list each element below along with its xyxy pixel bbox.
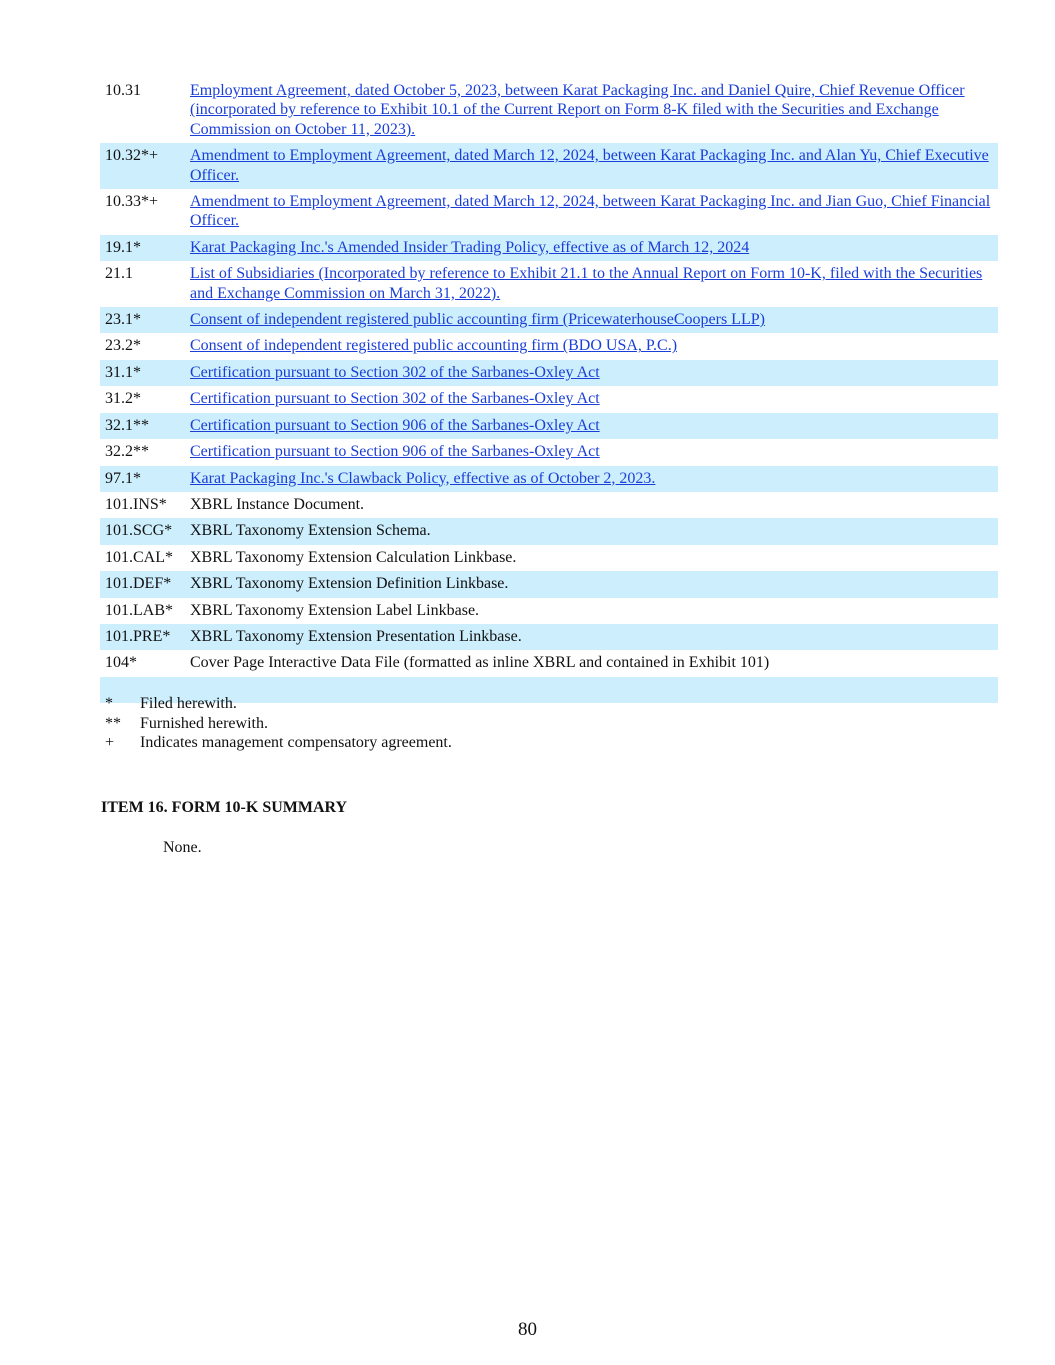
exhibit-description-cell bbox=[190, 627, 998, 646]
exhibit-description: XBRL Taxonomy Extension Calculation Linkbase. bbox=[190, 548, 517, 566]
table-row bbox=[100, 386, 998, 412]
footnote-compensatory bbox=[105, 733, 452, 753]
footnote-mark: ** bbox=[105, 714, 121, 732]
exhibit-number: 101.DEF* bbox=[105, 575, 172, 593]
exhibit-number: 101.LAB* bbox=[105, 601, 173, 619]
exhibit-description: XBRL Taxonomy Extension Presentation Linkbase. bbox=[190, 627, 522, 645]
section-body: None. bbox=[163, 839, 202, 856]
exhibit-number: 21.1 bbox=[105, 265, 133, 283]
exhibit-number: 101.CAL* bbox=[105, 548, 173, 566]
exhibit-number: 10.31 bbox=[105, 82, 141, 99]
exhibit-description-cell bbox=[190, 192, 998, 231]
exhibit-number: 31.1* bbox=[105, 363, 141, 381]
table-row bbox=[100, 78, 998, 143]
exhibit-number: 23.2* bbox=[105, 337, 141, 355]
table-row bbox=[100, 518, 998, 544]
footnote-mark: + bbox=[105, 734, 115, 751]
exhibit-description-cell bbox=[190, 416, 998, 435]
table-row bbox=[100, 571, 998, 597]
exhibit-description-cell bbox=[190, 469, 998, 488]
exhibit-description-cell bbox=[190, 601, 998, 620]
exhibit-number: 32.1** bbox=[105, 416, 149, 434]
table-row bbox=[100, 466, 998, 492]
exhibit-description: Cover Page Interactive Data File (formatted as inline XBRL and contained in Exhibit 101) bbox=[190, 654, 770, 672]
footnote-text: Indicates management compensatory agreement. bbox=[140, 734, 452, 751]
exhibit-description-cell bbox=[190, 238, 998, 257]
table-row bbox=[100, 650, 998, 676]
exhibit-number: 97.1* bbox=[105, 469, 141, 487]
exhibit-description-cell bbox=[190, 264, 998, 303]
exhibit-number: 101.PRE* bbox=[105, 627, 171, 645]
table-row bbox=[100, 624, 998, 650]
exhibit-link[interactable]: List of Subsidiaries (Incorporated by reference to Exhibit 21.1 to the Annual Report on Form 10-K, filed with the Securities and Exchange Commission on March 31, 2022). bbox=[190, 265, 983, 302]
exhibit-table bbox=[100, 78, 998, 703]
footnote-text: Filed herewith. bbox=[140, 695, 237, 712]
exhibit-number: 31.2* bbox=[105, 390, 141, 408]
exhibit-number: 10.32*+ bbox=[105, 147, 159, 165]
exhibit-description: XBRL Taxonomy Extension Label Linkbase. bbox=[190, 601, 480, 619]
exhibit-description-cell bbox=[190, 146, 998, 185]
page-number: 80 bbox=[518, 1319, 537, 1340]
exhibit-number: 23.1* bbox=[105, 311, 141, 329]
table-row bbox=[100, 439, 998, 465]
exhibit-description-cell bbox=[190, 363, 998, 382]
exhibit-link[interactable]: Certification pursuant to Section 906 of the Sarbanes-Oxley Act bbox=[190, 443, 600, 461]
section-heading: ITEM 16. FORM 10-K SUMMARY bbox=[101, 799, 348, 816]
exhibit-link[interactable]: Certification pursuant to Section 906 of the Sarbanes-Oxley Act bbox=[190, 416, 600, 434]
exhibit-description: XBRL Taxonomy Extension Definition Linkbase. bbox=[190, 575, 509, 593]
exhibit-description-cell bbox=[190, 653, 998, 672]
exhibit-description-cell bbox=[190, 336, 998, 355]
table-row bbox=[100, 261, 998, 307]
table-row bbox=[100, 545, 998, 571]
footnote-furnished bbox=[105, 714, 452, 734]
exhibit-number: 10.33*+ bbox=[105, 193, 159, 211]
exhibit-description-cell bbox=[190, 389, 998, 408]
table-row bbox=[100, 413, 998, 439]
table-row bbox=[100, 307, 998, 333]
table-row bbox=[100, 143, 998, 189]
exhibit-description-cell bbox=[190, 442, 998, 461]
footnote-filed bbox=[105, 694, 452, 714]
exhibit-number: 104* bbox=[105, 654, 137, 672]
exhibit-description: XBRL Instance Document. bbox=[190, 495, 365, 513]
table-row bbox=[100, 189, 998, 235]
exhibit-link[interactable]: Amendment to Employment Agreement, dated March 12, 2024, between Karat Packaging Inc. and Jian Guo, Chief Financial Officer. bbox=[190, 193, 991, 230]
exhibit-number: 101.SCG* bbox=[105, 522, 173, 540]
footnote-mark: * bbox=[105, 695, 113, 712]
exhibit-link[interactable]: Certification pursuant to Section 302 of the Sarbanes-Oxley Act bbox=[190, 390, 600, 408]
exhibit-number: 32.2** bbox=[105, 443, 149, 461]
exhibit-description-cell bbox=[190, 81, 998, 139]
exhibit-description-cell bbox=[190, 521, 998, 540]
exhibit-description-cell bbox=[190, 548, 998, 567]
exhibit-number: 19.1* bbox=[105, 238, 141, 256]
footnotes bbox=[105, 694, 452, 753]
exhibit-number: 101.INS* bbox=[105, 495, 167, 513]
exhibit-description-cell bbox=[190, 495, 998, 514]
footnote-text: Furnished herewith. bbox=[140, 714, 268, 732]
exhibit-link[interactable]: Amendment to Employment Agreement, dated March 12, 2024, between Karat Packaging Inc. and Alan Yu, Chief Executive Officer. bbox=[190, 147, 989, 184]
exhibit-description: XBRL Taxonomy Extension Schema. bbox=[190, 522, 431, 540]
exhibit-link[interactable]: Karat Packaging Inc.'s Amended Insider Trading Policy, effective as of March 12, 2024 bbox=[190, 238, 750, 256]
table-row bbox=[100, 598, 998, 624]
exhibit-link[interactable]: Certification pursuant to Section 302 of the Sarbanes-Oxley Act bbox=[190, 363, 600, 381]
exhibit-link[interactable]: Consent of independent registered public accounting firm (BDO USA, P.C.) bbox=[190, 337, 678, 355]
table-row bbox=[100, 492, 998, 518]
exhibit-link[interactable]: Employment Agreement, dated October 5, 2023, between Karat Packaging Inc. and Daniel Quire, Chief Revenue Officer (incorporated by reference to Exhibit 10.1 of the Current Report on Form 8-K filed with the Securities and Exchange Commission on October 11, 2023). bbox=[190, 82, 965, 138]
table-row bbox=[100, 333, 998, 359]
exhibit-description-cell bbox=[190, 310, 998, 329]
exhibit-link[interactable]: Karat Packaging Inc.'s Clawback Policy, effective as of October 2, 2023. bbox=[190, 469, 656, 487]
exhibit-description-cell bbox=[190, 574, 998, 593]
exhibit-link[interactable]: Consent of independent registered public accounting firm (PricewaterhouseCoopers LLP) bbox=[190, 311, 765, 329]
table-row bbox=[100, 360, 998, 386]
table-row bbox=[100, 235, 998, 261]
